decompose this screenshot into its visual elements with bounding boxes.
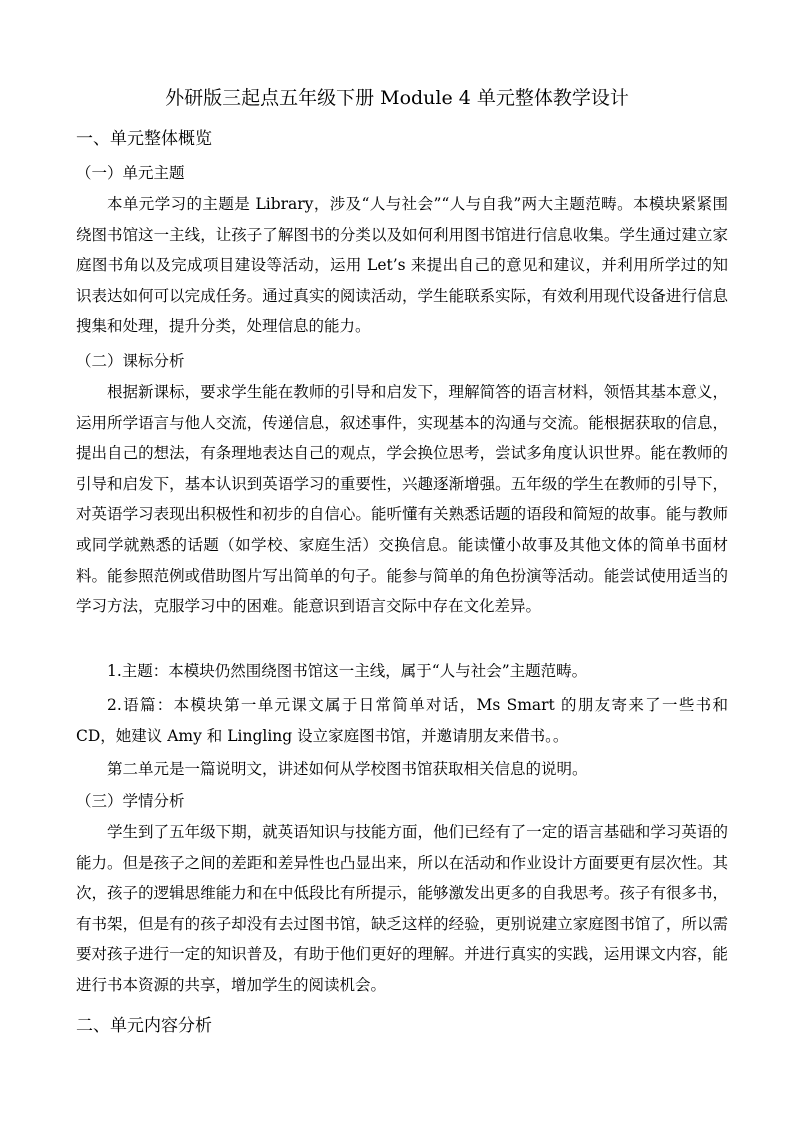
section-heading-content-analysis: 二、单元内容分析 bbox=[76, 1016, 212, 1036]
subsection-heading-unit-theme: （一）单元主题 bbox=[76, 164, 185, 182]
document-title: 外研版三起点五年级下册 Module 4 单元整体教学设计 bbox=[165, 87, 629, 109]
analysis-item-unit-two: 第二单元是一篇说明文，讲述如何从学校图书馆获取相关信息的说明。 bbox=[107, 760, 588, 778]
paragraph-learner-analysis: 学生到了五年级下期，就英语知识与技能方面，他们已经有了一定的语言基础和学习英语的能力。但是孩子之间的差距和差异性也凸显出来，所以在活动和作业设计方面要更有层次性。其次，孩子的逻辑思维能力和在中低段比有所提示，能够激发出更多的自我思考。孩子有很多书，有书架，但是有的孩子却没有去过图书馆，缺乏这样的经验，更别说建立家庭图书馆了，所以需要对孩子进行一定的知识普及，有助于他们更好的理解。并进行真实的实践，运用课文内容，能进行书本资源的共享，增加学生的阅读机会。 bbox=[76, 823, 728, 994]
paragraph-curriculum-analysis: 根据新课标，要求学生能在教师的引导和启发下，理解简答的语言材料，领悟其基本意义，运用所学语言与他人交流，传递信息，叙述事件，实现基本的沟通与交流。能根据获取的信息，提出自己的想法，有条理地表达自己的观点，学会换位思考，尝试多角度认识世界。能在教师的引导和启发下，基本认识到英语学习的重要性，兴趣逐渐增强。五年级的学生在教师的引导下，对英语学习表现出积极性和初步的自信心。能听懂有关熟悉话题的语段和简短的故事。能与教师或同学就熟悉的话题（如学校、家庭生活）交换信息。能读懂小故事及其他文体的简单书面材料。能参照范例或借助图片写出简单的句子。能参与简单的角色扮演等活动。能尝试使用适当的学习方法，克服学习中的困难。能意识到语言交际中存在文化差异。 bbox=[76, 383, 728, 616]
subsection-heading-curriculum-analysis: （二）课标分析 bbox=[76, 352, 185, 370]
paragraph-unit-theme: 本单元学习的主题是 Library，涉及“人与社会”“人与自我”两大主题范畴。本模块紧紧围绕图书馆这一主线，让孩子了解图书的分类以及如何利用图书馆进行信息收集。学生通过建立家庭图书角以及完成项目建设等活动，运用 Let’s 来提出自己的意见和建议，并利用所学过的知识表达如何可以完成任务。通过真实的阅读活动，学生能联系实际，有效利用现代设备进行信息搜集和处理，提升分类，处理信息的能力。 bbox=[76, 195, 728, 336]
section-heading-overview: 一、单元整体概览 bbox=[76, 129, 212, 149]
analysis-item-theme: 1.主题：本模块仍然围绕图书馆这一主线，属于“人与社会”主题范畴。 bbox=[107, 662, 588, 680]
subsection-heading-learner-analysis: （三）学情分析 bbox=[76, 792, 185, 810]
analysis-item-text: 2.语篇：本模块第一单元课文属于日常简单对话，Ms Smart 的朋友寄来了一些书和 CD，她建议 Amy 和 Lingling 设立家庭图书馆，并邀请朋友来借书。。 bbox=[76, 696, 728, 745]
